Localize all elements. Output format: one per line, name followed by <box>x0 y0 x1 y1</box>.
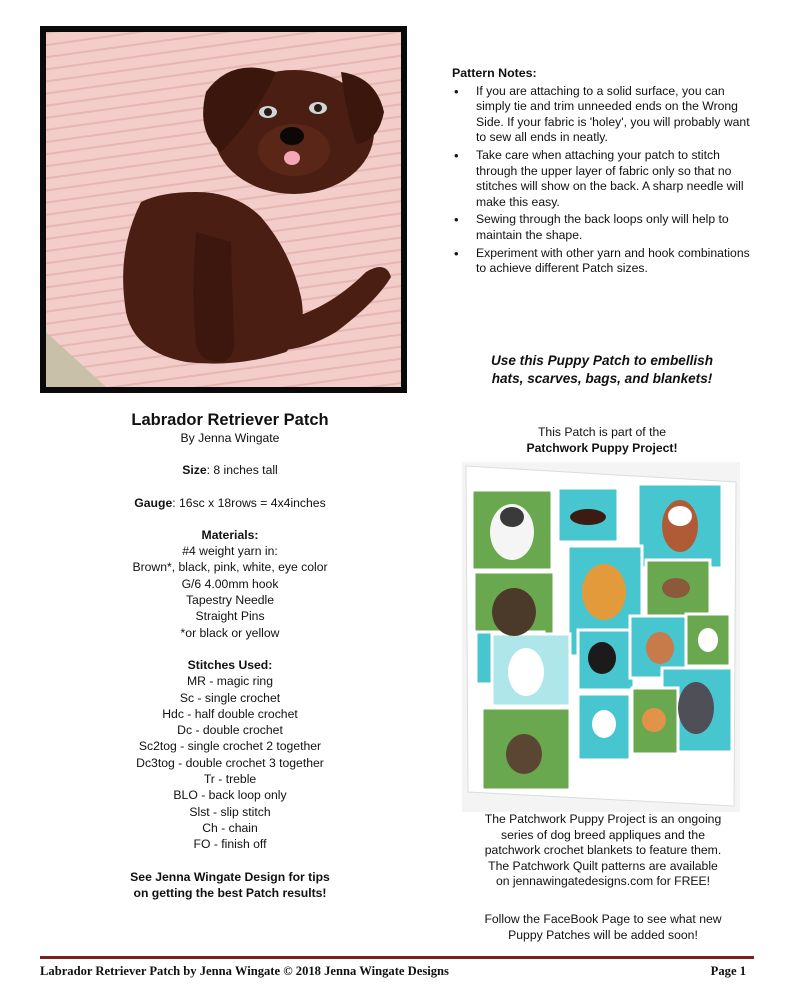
pattern-notes-heading: Pattern Notes: <box>452 66 537 80</box>
tips-line: See Jenna Wingate Design for tips <box>130 869 330 884</box>
materials-item: Brown*, black, pink, white, eye color <box>132 560 328 575</box>
project-name: Patchwork Puppy Project! <box>526 441 678 455</box>
project-description <box>448 812 758 890</box>
facebook-follow-note <box>448 912 758 943</box>
materials-item: Straight Pins <box>195 609 265 624</box>
materials-item: #4 weight yarn in: <box>182 544 278 559</box>
stitch-item: Hdc - half double crochet <box>162 706 298 721</box>
stitch-item: Sc - single crochet <box>179 690 281 705</box>
gauge-line <box>40 495 420 511</box>
project-desc-line: The Patchwork Quilt patterns are available <box>488 858 718 873</box>
page-number: Page 1 <box>710 964 746 978</box>
stitch-item: MR - magic ring <box>186 674 273 689</box>
materials-heading: Materials: <box>201 527 259 542</box>
stitches-heading: Stitches Used: <box>187 657 273 672</box>
gauge-value: : 16sc x 18rows = 4x4inches <box>172 495 326 510</box>
pattern-notes <box>452 66 752 279</box>
stitch-item: Dc3tog - double crochet 3 together <box>136 755 324 770</box>
size-line <box>40 462 420 478</box>
labrador-patch-photo <box>40 26 407 393</box>
size-label: Size <box>182 463 207 478</box>
project-desc-line: on jennawingatedesigns.com for FREE! <box>495 874 711 889</box>
pattern-notes-list <box>452 84 752 277</box>
project-intro: This Patch is part of the <box>537 425 667 439</box>
pattern-details <box>40 410 420 901</box>
materials-item: G/6 4.00mm hook <box>181 576 279 591</box>
callout-line: Use this Puppy Patch to embellish <box>490 353 714 368</box>
project-desc-line: The Patchwork Puppy Project is an ongoing <box>484 812 722 826</box>
stitch-item: BLO - back loop only <box>173 788 287 803</box>
footer-divider <box>40 956 754 959</box>
note-item: • If you are attaching to a solid surface, you can simply tie and trim unneeded ends on the Wrong Side. If your fabric is 'holey', you will probably want to sew all ends in neatly. <box>452 84 752 146</box>
stitch-item: Tr - treble <box>203 772 257 787</box>
materials-item: Tapestry Needle <box>185 593 275 608</box>
tips-line: on getting the best Patch results! <box>133 885 327 900</box>
gauge-label: Gauge <box>134 495 173 510</box>
stitch-item: FO - finish off <box>193 837 267 852</box>
callout-line: hats, scarves, bags, and blankets! <box>491 371 713 386</box>
stitch-item: Dc - double crochet <box>177 723 283 738</box>
embellish-callout <box>452 352 752 388</box>
materials-item: *or black or yellow <box>180 625 280 640</box>
footer-copyright: Labrador Retriever Patch by Jenna Wingate © 2018 Jenna Wingate Designs <box>40 964 449 978</box>
pattern-title: Labrador Retriever Patch <box>131 411 329 429</box>
project-desc-line: patchwork crochet blankets to feature them. <box>484 843 722 858</box>
size-value: : 8 inches tall <box>206 463 278 478</box>
stitch-item: Sc2tog - single crochet 2 together <box>138 739 322 754</box>
note-item: • Sewing through the back loops only will help to maintain the shape. <box>452 212 752 243</box>
stitch-item: Ch - chain <box>202 820 258 835</box>
note-item: • Experiment with other yarn and hook combinations to achieve different Patch sizes. <box>452 246 752 277</box>
follow-line: Follow the FaceBook Page to see what new <box>484 912 722 926</box>
follow-line: Puppy Patches will be added soon! <box>508 927 698 942</box>
patchwork-quilt-photo <box>462 462 740 812</box>
project-heading <box>452 424 752 456</box>
pattern-byline: By Jenna Wingate <box>180 431 280 445</box>
note-item: • Take care when attaching your patch to stitch through the upper layer of fabric only so that no stitches will show on the back. A sharp needle will make this easy. <box>452 148 752 210</box>
stitch-item: Slst - slip stitch <box>189 804 271 819</box>
project-desc-line: series of dog breed appliques and the <box>501 827 705 842</box>
